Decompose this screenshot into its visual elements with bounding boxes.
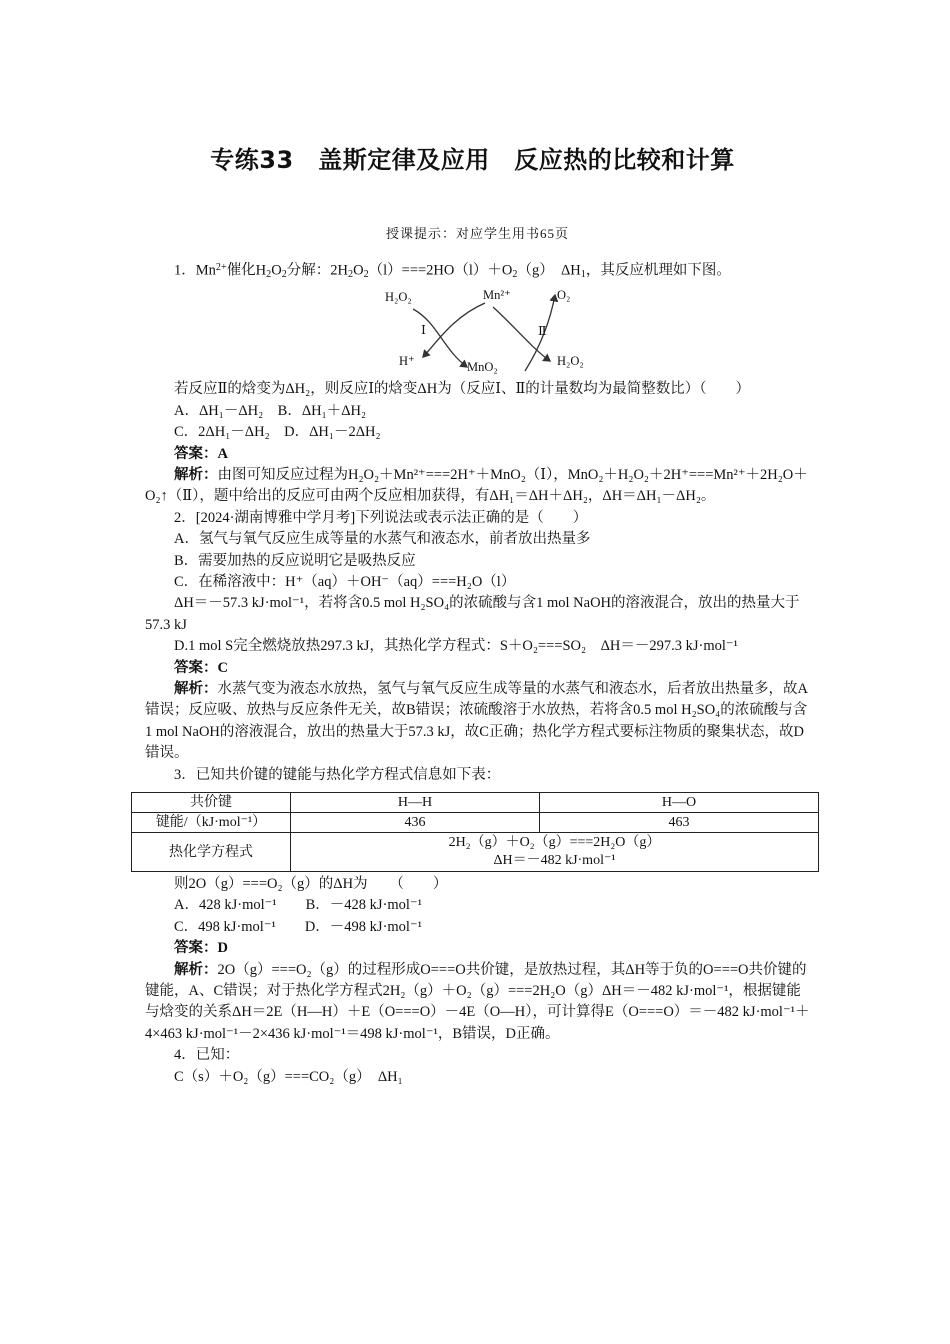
q1-question: 若反应Ⅱ的焓变为ΔH₂，则反应Ⅰ的焓变ΔH为（反应Ⅰ、Ⅱ的计量数均为最简整数比）（ ）	[174, 381, 751, 398]
page-title: 专练33 盖斯定律及应用 反应热的比较和计算	[210, 146, 735, 174]
table-cell	[291, 833, 819, 872]
bond-energy-table	[131, 792, 819, 872]
q3-stem: 3．已知共价键的键能与热化学方程式信息如下表：	[174, 766, 501, 783]
textbook-hint: 授课提示：对应学生用书65页	[385, 226, 569, 242]
table-row	[132, 793, 819, 813]
q1-options-cd: C．2ΔH₁－ΔH₂ D．ΔH₁－2ΔH₂	[174, 424, 381, 441]
q3-options-ab: A．428 kJ·mol⁻¹ B．－428 kJ·mol⁻¹	[174, 897, 422, 914]
label-o2: O₂	[557, 288, 571, 303]
label-mn2: Mn²⁺	[483, 288, 511, 303]
label-hplus: H⁺	[399, 354, 415, 369]
table-cell: 共价键	[132, 793, 291, 813]
q1-options-ab: A．ΔH₁－ΔH₂ B．ΔH₁＋ΔH₂	[174, 402, 367, 419]
thermo-equation: 2H₂（g）＋O₂（g）===2H₂O（g）	[448, 835, 661, 851]
table-row	[132, 813, 819, 833]
q2-option-c1: C．在稀溶液中：H⁺（aq）＋OH⁻（aq）===H₂O（l）	[174, 573, 516, 590]
q2-answer: 答案：C	[174, 659, 228, 676]
q2-stem: 2．[2024·湖南博雅中学月考]下列说法或表示法正确的是（ ）	[174, 509, 588, 526]
table-cell: H—H	[291, 793, 540, 813]
label-mno2: MnO₂	[467, 360, 498, 375]
label-h2o2-right: H₂O₂	[557, 354, 584, 369]
table-cell: 键能/（kJ·mol⁻¹）	[132, 813, 291, 833]
q1-answer: 答案：A	[174, 445, 228, 462]
q2-option-c2: ΔH＝－57.3 kJ·mol⁻¹，若将含0.5 mol H₂SO₄的浓硫酸与含1 mol NaOH的溶液混合，放出的热量大于57.3 kJ	[145, 595, 800, 633]
table-cell: H—O	[540, 793, 819, 813]
label-roman-1: Ⅰ	[421, 323, 426, 338]
label-h2o2-left: H₂O₂	[385, 290, 412, 305]
q3-options-cd: C．498 kJ·mol⁻¹ D．－498 kJ·mol⁻¹	[174, 918, 422, 935]
document-page	[145, 146, 810, 1088]
q2-analysis: 解析：水蒸气变为液态水放热，氢气与氧气反应生成等量的水蒸气和液态水，后者放出热量多，故A错误；反应吸、放热与反应条件无关，故B错误；浓硫酸溶于水放热，若将含0.5 mol H₂SO₄的浓硫酸与含1 mol NaOH的溶液混合，放出的热量大于57.3 kJ，故C正确；热化学方程式要标注物质的聚集状态，故D错误。	[145, 681, 808, 762]
q2-option-b: B．需要加热的反应说明它是吸热反应	[174, 552, 416, 569]
q2-option-d: D.1 mol S完全燃烧放热297.3 kJ，其热化学方程式：S＋O₂===SO₂ ΔH＝－297.3 kJ·mol⁻¹	[174, 638, 738, 655]
label-roman-2: Ⅱ	[538, 324, 547, 339]
q4-stem: 4．已知：	[174, 1047, 240, 1064]
q3-answer: 答案：D	[174, 940, 228, 957]
q2-option-a: A．氢气与氧气反应生成等量的水蒸气和液态水，前者放出热量多	[174, 531, 591, 548]
q1-stem: 1．$Mn^{2+}$催化$H_2O_2$分解：$2H_2O_2(l)===2HO(l)+O_2(g)$ $\Delta H_1$，其反应机理如下图。	[174, 261, 731, 280]
q3-analysis: 解析：2O（g）===O₂（g）的过程形成O===O共价键，是放热过程，其ΔH等于负的O===O共价键的键能，A、C错误；对于热化学方程式2H₂（g）＋O₂（g）===2H₂O（g）ΔH＝－482 kJ·mol⁻¹，根据键能与焓变的关系ΔH＝2E（H—H）＋E（O===O）－4E（O—H），可计算得E（O===O）＝－482 kJ·mol⁻¹＋4×463 kJ·mol⁻¹－2×436 kJ·mol⁻¹＝498 kJ·mol⁻¹，B错误，D正确。	[145, 961, 810, 1042]
reaction-mechanism-diagram	[385, 287, 625, 377]
table-cell: 436	[291, 813, 540, 833]
q1-analysis: 解析：由图可知反应过程为H₂O₂＋Mn²⁺===2H⁺＋MnO₂（Ⅰ），MnO₂＋H₂O₂＋2H⁺===Mn²⁺＋2H₂O＋O₂↑（Ⅱ），题中给出的反应可由两个反应相加获得，有ΔH₁＝ΔH＋ΔH₂，ΔH＝ΔH₁－ΔH₂。	[145, 466, 808, 505]
table-cell: 热化学方程式	[132, 833, 291, 872]
q3-question: 则2O（g）===O₂（g）的ΔH为 （ ）	[174, 876, 448, 893]
thermo-enthalpy: ΔH＝－482 kJ·mol⁻¹	[493, 853, 616, 869]
q4-equation-1: C（s）＋O₂（g）===CO₂（g） ΔH₁	[174, 1068, 403, 1085]
table-row	[132, 833, 819, 872]
table-cell: 463	[540, 813, 819, 833]
